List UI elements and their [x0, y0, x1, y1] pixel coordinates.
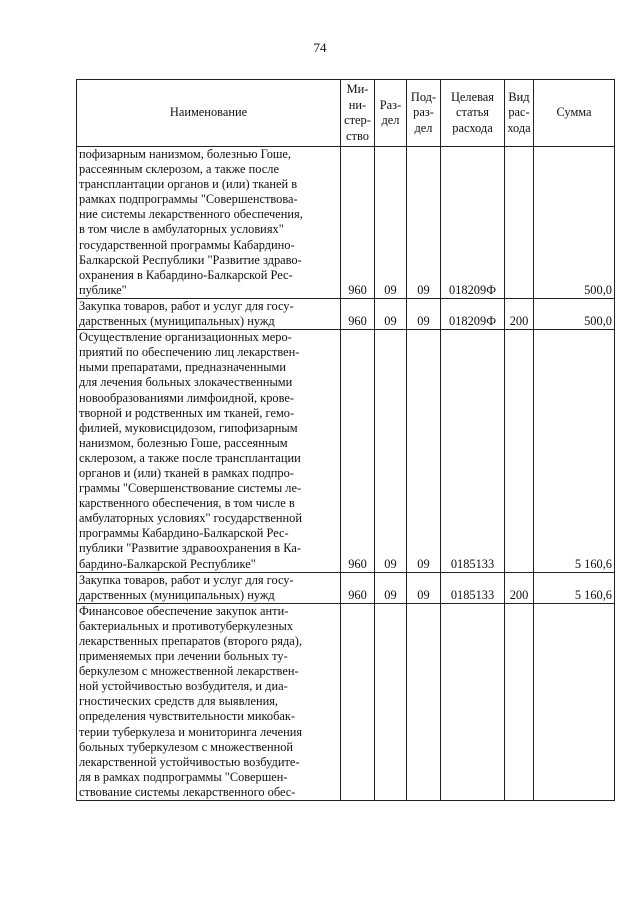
table-body	[77, 147, 615, 801]
cell-section: 09	[375, 298, 407, 329]
cell-section: 09	[375, 147, 407, 299]
cell-type	[505, 147, 534, 299]
cell-name: Финансовое обеспечение закупок анти- бактериальных и противотуберкулезных лекарственных препаратов (второго ряда), применяемых при лечении больных ту- беркулезом с множественной лекарствен- ной устойчивостью возбудителя, и диа- гностических средств для выявления, определения чувствительности микобак- терии туберкулеза и мониторинга лечения больных туберкулезом с множественной лекарственной устойчивостью возбудите- ля в рамках подпрограммы "Совершен- ствование системы лекарственного обес-	[77, 603, 341, 800]
cell-ministry: 960	[341, 147, 375, 299]
page-number: 74	[313, 40, 327, 55]
budget-table	[76, 79, 615, 801]
cell-type	[505, 603, 534, 800]
cell-name: Закупка товаров, работ и услуг для госу- дарственных (муниципальных) нужд	[77, 298, 341, 329]
cell-subsection	[407, 603, 441, 800]
cell-type: 200	[505, 298, 534, 329]
cell-target: 018209Ф	[441, 147, 505, 299]
cell-target: 018209Ф	[441, 298, 505, 329]
table-row	[77, 298, 615, 329]
cell-section	[375, 603, 407, 800]
table-row	[77, 147, 615, 299]
header-type: Вид рас- хода	[505, 80, 534, 147]
cell-type	[505, 330, 534, 573]
cell-type: 200	[505, 572, 534, 603]
header-name: Наименование	[77, 80, 341, 147]
header-ministry: Ми- ни- стер- ство	[341, 80, 375, 147]
header-target: Целевая статья расхода	[441, 80, 505, 147]
table-row	[77, 603, 615, 800]
cell-sum: 5 160,6	[534, 330, 615, 573]
cell-ministry: 960	[341, 298, 375, 329]
cell-sum: 500,0	[534, 298, 615, 329]
table-row	[77, 572, 615, 603]
cell-sum	[534, 603, 615, 800]
cell-target: 0185133	[441, 330, 505, 573]
cell-section: 09	[375, 330, 407, 573]
cell-target: 0185133	[441, 572, 505, 603]
cell-ministry	[341, 603, 375, 800]
cell-name: Закупка товаров, работ и услуг для госу- дарственных (муниципальных) нужд	[77, 572, 341, 603]
table-row	[77, 330, 615, 573]
table-header-row	[77, 80, 615, 147]
cell-subsection: 09	[407, 330, 441, 573]
cell-name: Осуществление организационных меро- приятий по обеспечению лиц лекарствен- ными препаратами, предназначенными для лечения больных злокачественными новообразованиями лимфоидной, крове- творной и родственных им тканей, гемо- филией, муковисцидозом, гипофизарным нанизмом, болезнью Гоше, рассеянным склерозом, а также после трансплантации органов и (или) тканей в рамках подпро- граммы "Совершенствование системы ле- карственного обеспечения, в том числе в амбулаторных условиях" государственной программы Кабардино-Балкарской Рес- публики "Развитие здравоохранения в Ка- бардино-Балкарской Республике"	[77, 330, 341, 573]
cell-subsection: 09	[407, 572, 441, 603]
cell-subsection: 09	[407, 147, 441, 299]
cell-section: 09	[375, 572, 407, 603]
cell-target	[441, 603, 505, 800]
header-sum: Сумма	[534, 80, 615, 147]
cell-sum: 500,0	[534, 147, 615, 299]
cell-ministry: 960	[341, 330, 375, 573]
header-section: Раз- дел	[375, 80, 407, 147]
cell-ministry: 960	[341, 572, 375, 603]
cell-sum: 5 160,6	[534, 572, 615, 603]
cell-subsection: 09	[407, 298, 441, 329]
cell-name: пофизарным нанизмом, болезнью Гоше, рассеянным склерозом, а также после трансплантации органов и (или) тканей в рамках подпрограммы "Совершенствова- ние системы лекарственного обеспечения, в том числе в амбулаторных условиях" государственной программы Кабардино- Балкарской Республики "Развитие здраво- охранения в Кабардино-Балкарской Рес- публике"	[77, 147, 341, 299]
header-subsection: Под- раз- дел	[407, 80, 441, 147]
